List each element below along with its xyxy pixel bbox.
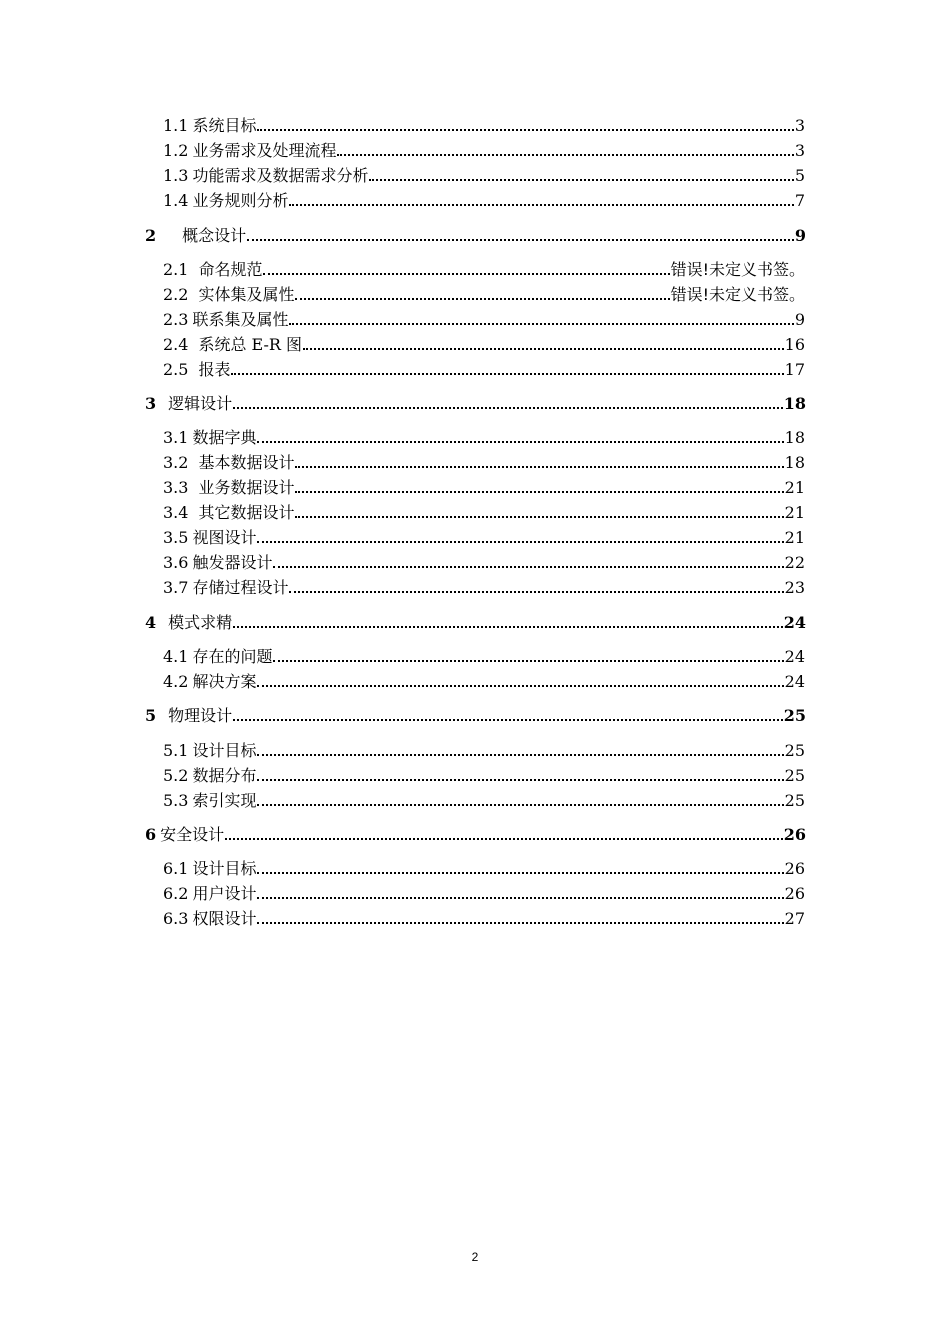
dot-leader [273, 659, 783, 662]
toc-entry-page: 23 [784, 578, 805, 597]
toc-entry-page: 25 [783, 706, 806, 725]
toc-entry-3-5[interactable] [163, 527, 805, 549]
toc-entry-2-3[interactable] [163, 309, 805, 331]
toc-entry-number: 1.1 [163, 116, 189, 135]
toc-entry-page: 错误!未定义书签。 [670, 260, 805, 279]
toc-entry-title: 联系集及属性 [192, 310, 289, 329]
toc-entry-title: 系统目标 [192, 116, 257, 135]
toc-entry-title: 视图设计 [192, 528, 257, 547]
toc-entry-number: 2.1 [163, 260, 189, 279]
toc-entry-number: 6 [145, 825, 157, 844]
toc-entry-1-4[interactable] [163, 190, 805, 212]
toc-entry-number: 1.4 [163, 191, 189, 210]
toc-entry-title: 数据字典 [192, 428, 257, 447]
toc-entry-number: 2.2 [163, 285, 189, 304]
toc-entry-number: 4 [145, 613, 157, 632]
toc-entry-5-2[interactable] [163, 765, 805, 787]
toc-entry-page: 5 [794, 166, 805, 185]
toc-entry-number: 4.1 [163, 647, 189, 666]
toc-entry-page: 25 [784, 741, 805, 760]
toc-entry-2-5[interactable] [163, 359, 805, 381]
toc-entry-title: 设计目标 [192, 859, 257, 878]
toc-entry-title: 系统总 E-R 图 [198, 335, 303, 354]
toc-entry-title: 基本数据设计 [198, 453, 295, 472]
dot-leader [257, 753, 783, 756]
toc-entry-number: 5.3 [163, 791, 189, 810]
toc-entry-number: 4.2 [163, 672, 189, 691]
toc-entry-number: 2.5 [163, 360, 189, 379]
toc-entry-page: 25 [784, 791, 805, 810]
toc-entry-page: 27 [784, 909, 805, 928]
toc-entry-4-2[interactable] [163, 671, 805, 693]
dot-leader [233, 718, 783, 721]
toc-entry-number: 3.4 [163, 503, 189, 522]
toc-entry-5[interactable] [145, 705, 806, 727]
dot-leader [295, 490, 783, 493]
dot-leader [257, 778, 783, 781]
dot-leader [257, 540, 783, 543]
toc-entry-page: 9 [794, 310, 805, 329]
dot-leader [289, 322, 793, 325]
dot-leader [231, 372, 783, 375]
dot-leader [289, 590, 783, 593]
toc-entry-number: 3.7 [163, 578, 189, 597]
toc-entry-title: 其它数据设计 [198, 503, 295, 522]
toc-entry-number: 6.2 [163, 884, 189, 903]
toc-entry-3-6[interactable] [163, 552, 805, 574]
toc-entry-title: 存储过程设计 [192, 578, 289, 597]
toc-entry-4-1[interactable] [163, 646, 805, 668]
toc-entry-number: 5.1 [163, 741, 189, 760]
toc-entry-title: 报表 [198, 360, 231, 379]
dot-leader [337, 153, 793, 156]
toc-entry-4[interactable] [145, 612, 806, 634]
toc-entry-3-7[interactable] [163, 577, 805, 599]
toc-entry-title: 业务需求及处理流程 [192, 141, 337, 160]
toc-entry-number: 3.2 [163, 453, 189, 472]
toc-entry-title: 命名规范 [198, 260, 263, 279]
toc-entry-title: 业务数据设计 [198, 478, 295, 497]
page-number: 2 [471, 1250, 479, 1264]
toc-entry-title: 权限设计 [192, 909, 257, 928]
toc-entry-1-2[interactable] [163, 140, 805, 162]
dot-leader [233, 406, 783, 409]
toc-entry-3-4[interactable] [163, 502, 805, 524]
toc-entry-title: 功能需求及数据需求分析 [192, 166, 369, 185]
toc-entry-page: 21 [784, 478, 805, 497]
toc-entry-number: 3.6 [163, 553, 189, 572]
toc-entry-page: 21 [784, 528, 805, 547]
toc-entry-number: 3 [145, 394, 157, 413]
toc-entry-number: 2.3 [163, 310, 189, 329]
toc-entry-3-3[interactable] [163, 477, 805, 499]
dot-leader [233, 625, 783, 628]
toc-entry-page: 7 [794, 191, 805, 210]
toc-entry-title: 解决方案 [192, 672, 257, 691]
toc-entry-title: 物理设计 [168, 706, 233, 725]
toc-entry-title: 概念设计 [182, 226, 247, 245]
toc-entry-2[interactable] [145, 225, 806, 247]
toc-entry-title: 触发器设计 [192, 553, 273, 572]
toc-entry-title: 用户设计 [192, 884, 257, 903]
toc-entry-page: 21 [784, 503, 805, 522]
toc-entry-page: 17 [784, 360, 805, 379]
toc-entry-title: 模式求精 [168, 613, 233, 632]
toc-entry-2-1[interactable] [163, 259, 805, 281]
dot-leader [295, 515, 783, 518]
dot-leader [257, 128, 793, 131]
toc-entry-page: 3 [794, 116, 805, 135]
toc-entry-page: 18 [784, 453, 805, 472]
toc-entry-number: 5.2 [163, 766, 189, 785]
toc-entry-number: 6.3 [163, 909, 189, 928]
dot-leader [303, 347, 784, 350]
dot-leader [225, 837, 783, 840]
toc-entry-number: 2.4 [163, 335, 189, 354]
toc-entry-6-2[interactable] [163, 883, 805, 905]
dot-leader [273, 565, 783, 568]
toc-entry-5-3[interactable] [163, 790, 805, 812]
toc-entry-page: 18 [784, 428, 805, 447]
toc-entry-number: 3.5 [163, 528, 189, 547]
toc-entry-title: 安全设计 [160, 825, 225, 844]
dot-leader [295, 297, 669, 300]
dot-leader [257, 871, 783, 874]
dot-leader [257, 803, 783, 806]
toc-entry-page: 24 [783, 613, 806, 632]
toc-entry-page: 25 [784, 766, 805, 785]
dot-leader [257, 440, 783, 443]
toc-entry-page: 错误!未定义书签。 [670, 285, 805, 304]
toc-entry-page: 9 [794, 226, 806, 245]
toc-entry-page: 22 [784, 553, 805, 572]
toc-entry-number: 5 [145, 706, 157, 725]
toc-entry-number: 1.3 [163, 166, 189, 185]
toc-entry-2-4[interactable] [163, 334, 805, 356]
toc-entry-title: 逻辑设计 [168, 394, 233, 413]
dot-leader [257, 684, 783, 687]
dot-leader [289, 203, 793, 206]
toc-entry-title: 索引实现 [192, 791, 257, 810]
toc-entry-3[interactable] [145, 393, 806, 415]
toc-entry-number: 2 [145, 226, 157, 245]
toc-entry-6-3[interactable] [163, 908, 805, 930]
dot-leader [295, 465, 783, 468]
toc-entry-page: 26 [783, 825, 806, 844]
toc-entry-number: 3.1 [163, 428, 189, 447]
toc-entry-2-2[interactable] [163, 284, 805, 306]
toc-entry-title: 数据分布 [192, 766, 257, 785]
toc-entry-6-1[interactable] [163, 858, 805, 880]
dot-leader [369, 178, 793, 181]
toc-entry-title: 存在的问题 [192, 647, 273, 666]
toc-entry-5-1[interactable] [163, 740, 805, 762]
toc-entry-title: 设计目标 [192, 741, 257, 760]
toc-entry-page: 18 [783, 394, 806, 413]
toc-entry-6[interactable] [145, 824, 806, 846]
dot-leader [257, 896, 783, 899]
toc-entry-3-1[interactable] [163, 427, 805, 449]
toc-entry-title: 业务规则分析 [192, 191, 289, 210]
toc-entry-number: 1.2 [163, 141, 189, 160]
toc-entry-page: 26 [784, 859, 805, 878]
toc-entry-title: 实体集及属性 [198, 285, 295, 304]
toc-entry-page: 24 [784, 672, 805, 691]
toc-entry-1-1[interactable] [163, 115, 805, 137]
toc-entry-number: 6.1 [163, 859, 189, 878]
dot-leader [247, 238, 794, 241]
toc-entry-1-3[interactable] [163, 165, 805, 187]
dot-leader [257, 921, 783, 924]
toc-entry-page: 26 [784, 884, 805, 903]
dot-leader [263, 272, 669, 275]
toc-entry-number: 3.3 [163, 478, 189, 497]
toc-entry-page: 3 [794, 141, 805, 160]
toc-entry-3-2[interactable] [163, 452, 805, 474]
toc-entry-page: 24 [784, 647, 805, 666]
toc-entry-page: 16 [784, 335, 805, 354]
